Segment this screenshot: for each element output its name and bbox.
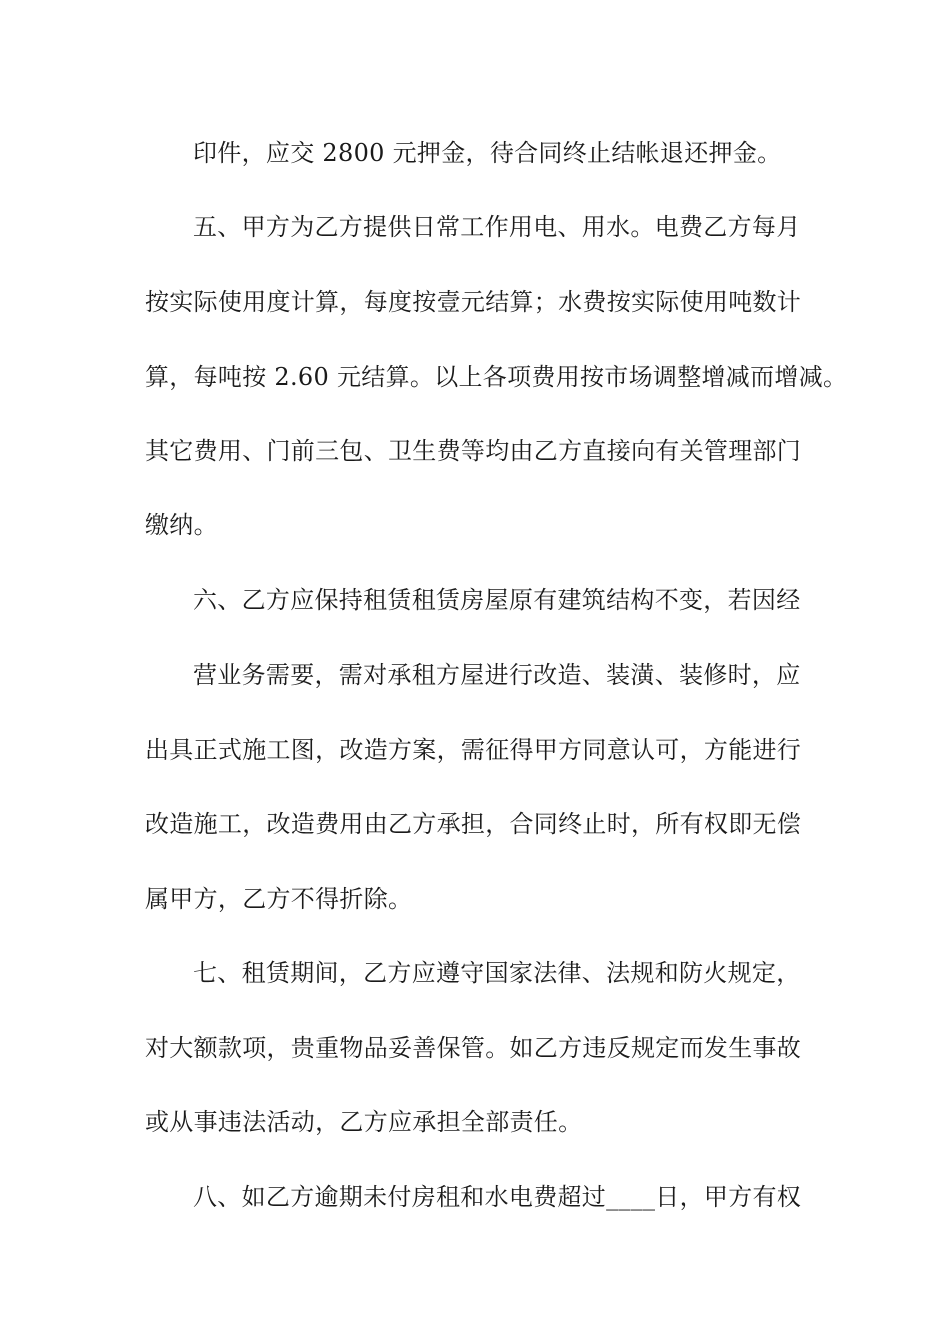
text-line: 缴纳。 [145, 511, 218, 539]
text-line: 算，每吨按 2.60 元结算。以上各项费用按市场调整增减而增减。 [145, 363, 848, 391]
text-line: 八、如乙方逾期未付房租和水电费超过____日，甲方有权 [193, 1183, 802, 1211]
text-line: 六、乙方应保持租赁租赁房屋原有建筑结构不变，若因经 [193, 586, 801, 614]
text-line: 出具正式施工图，改造方案，需征得甲方同意认可，方能进行 [145, 736, 802, 764]
text-line: 营业务需要，需对承租方屋进行改造、装潢、装修时，应 [193, 661, 801, 689]
text-line: 对大额款项，贵重物品妥善保管。如乙方违反规定而发生事故 [145, 1034, 802, 1062]
text-line: 或从事违法活动，乙方应承担全部责任。 [145, 1108, 583, 1136]
text-line: 属甲方，乙方不得折除。 [145, 885, 413, 913]
text-line: 印件，应交 2800 元押金，待合同终止结帐退还押金。 [193, 139, 782, 167]
text-line: 七、租赁期间，乙方应遵守国家法律、法规和防火规定， [193, 959, 801, 987]
text-line: 按实际使用度计算，每度按壹元结算；水费按实际使用吨数计 [145, 288, 802, 316]
text-line: 其它费用、门前三包、卫生费等均由乙方直接向有关管理部门 [145, 437, 802, 465]
text-line: 改造施工，改造费用由乙方承担，合同终止时，所有权即无偿 [145, 810, 802, 838]
text-line: 五、甲方为乙方提供日常工作用电、用水。电费乙方每月 [193, 213, 801, 241]
